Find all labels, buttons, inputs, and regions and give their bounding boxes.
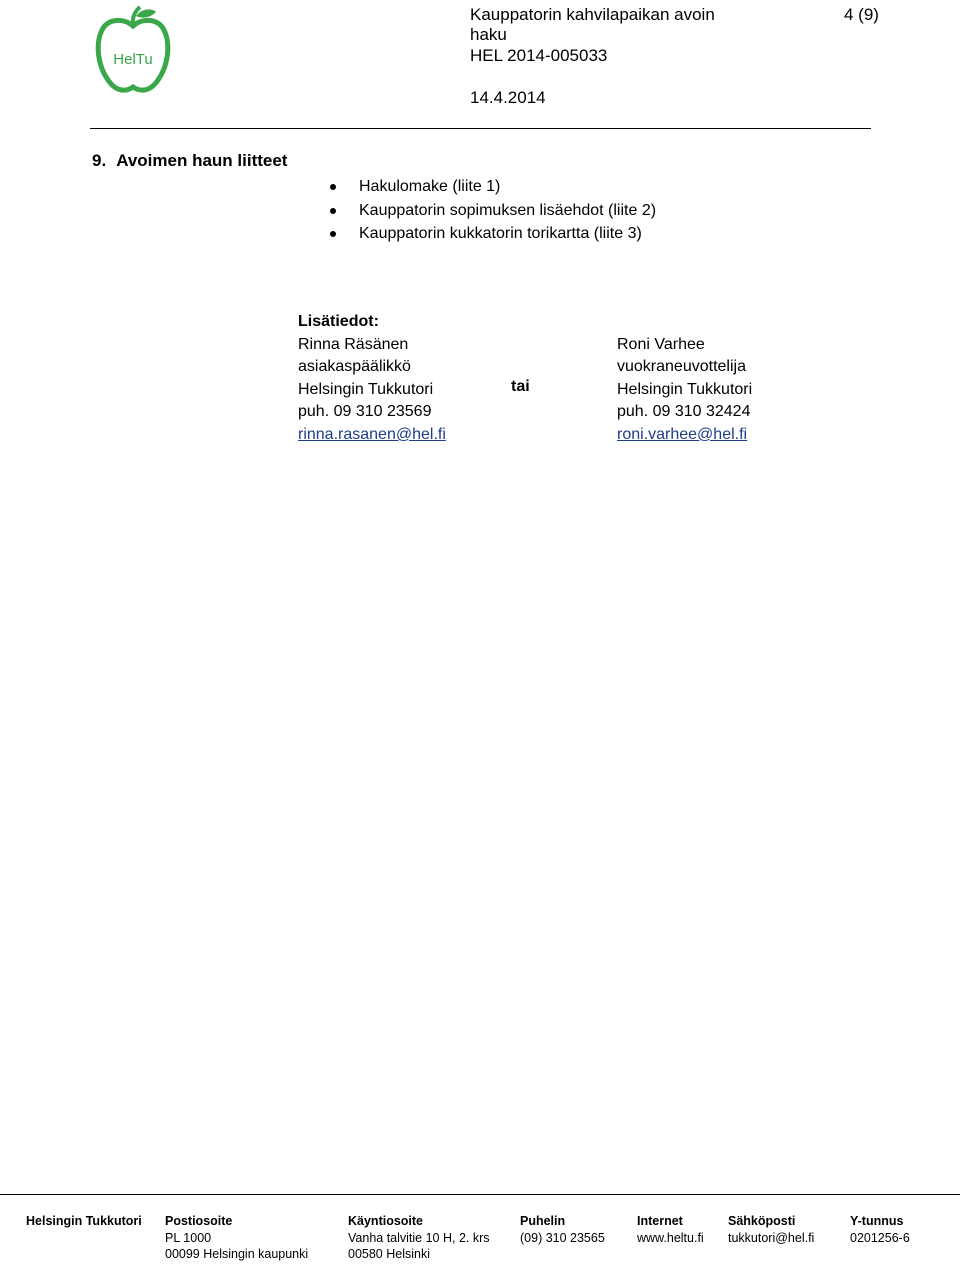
contact-role: asiakaspäälikkö	[298, 358, 411, 376]
contact-org: Helsingin Tukkutori	[617, 380, 753, 398]
page-number: 4 (9)	[844, 5, 879, 24]
footer-phone-value: (09) 310 23565	[520, 1230, 605, 1245]
header-divider	[90, 128, 871, 129]
doc-reference: HEL 2014-005033	[470, 46, 608, 65]
footer-email-value[interactable]: tukkutori@hel.fi	[728, 1230, 815, 1245]
contact-email-link[interactable]: rinna.rasanen@hel.fi	[298, 425, 446, 443]
section-heading	[92, 151, 297, 171]
footer-internet-value[interactable]: www.heltu.fi	[637, 1230, 704, 1245]
section-title: Avoimen haun liitteet	[116, 151, 288, 170]
apple-logo-icon	[94, 4, 172, 94]
footer-internet	[637, 1213, 704, 1246]
doc-date: 14.4.2014	[470, 88, 546, 107]
section-number: 9.	[92, 151, 107, 170]
contact-org: Helsingin Tukkutori	[298, 380, 434, 398]
footer-org	[26, 1213, 142, 1230]
footer-postal-line1: PL 1000	[165, 1230, 212, 1245]
contact-separator: tai	[511, 378, 530, 395]
contact-name: Rinna Räsänen	[298, 335, 409, 353]
footer-email-label: Sähköposti	[728, 1214, 796, 1228]
contact-phone: puh. 09 310 23569	[298, 403, 432, 421]
contact-name: Roni Varhee	[617, 335, 705, 353]
footer-phone-label: Puhelin	[520, 1214, 566, 1228]
contact-label: Lisätiedot:	[298, 313, 379, 330]
footer-visit-line2: 00580 Helsinki	[348, 1247, 430, 1261]
footer-postal-line2: 00099 Helsingin kaupunki	[165, 1247, 309, 1261]
footer-divider	[0, 1194, 960, 1195]
list-item: Kauppatorin sopimuksen lisäehdot (liite 2)	[330, 199, 656, 223]
doc-title-line1: Kauppatorin kahvilapaikan avoin	[470, 5, 715, 24]
heltu-logo	[94, 4, 172, 94]
list-item: Kauppatorin kukkatorin torikartta (liite 3)	[330, 222, 656, 246]
footer-visit-line1: Vanha talvitie 10 H, 2. krs	[348, 1230, 490, 1245]
logo-text: HelTu	[113, 51, 153, 68]
doc-title-line2: haku	[470, 25, 507, 44]
footer-visit-label: Käyntiosoite	[348, 1214, 424, 1228]
contact-right	[617, 334, 752, 447]
contact-email-link[interactable]: roni.varhee@hel.fi	[617, 425, 748, 443]
footer-phone	[520, 1213, 605, 1246]
footer-email	[728, 1213, 814, 1246]
contact-role: vuokraneuvottelija	[617, 358, 746, 376]
list-item: Hakulomake (liite 1)	[330, 175, 656, 199]
footer-visit	[348, 1213, 490, 1263]
footer-postal	[165, 1213, 308, 1263]
footer-ytunnus	[850, 1213, 910, 1246]
footer-org-name: Helsingin Tukkutori	[26, 1214, 142, 1228]
contact-left	[298, 311, 446, 447]
footer-internet-label: Internet	[637, 1214, 683, 1228]
footer-postal-label: Postiosoite	[165, 1214, 233, 1228]
footer-ytunnus-label: Y-tunnus	[850, 1214, 904, 1228]
attachment-list	[330, 175, 656, 246]
contact-phone: puh. 09 310 32424	[617, 403, 751, 421]
footer-ytunnus-value: 0201256-6	[850, 1230, 910, 1245]
